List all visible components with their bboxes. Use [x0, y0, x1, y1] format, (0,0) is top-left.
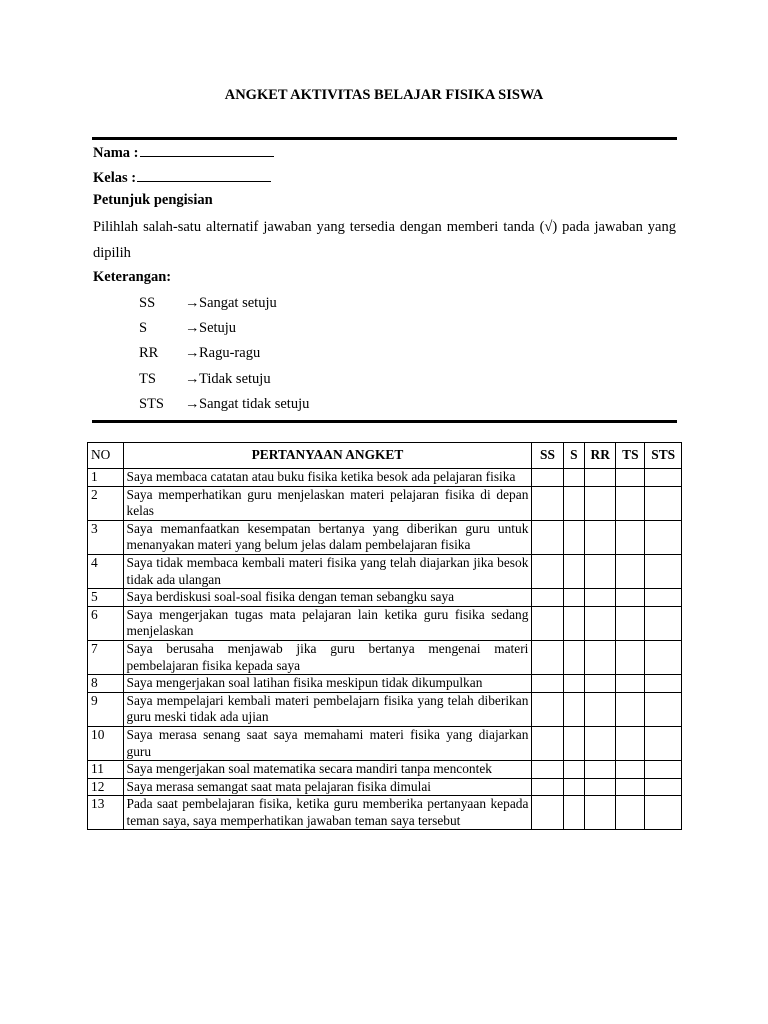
- answer-cell-s[interactable]: [563, 796, 585, 830]
- answer-cell-rr[interactable]: [585, 520, 616, 554]
- question-text: Saya mempelajari kembali materi pembelajarn fisika yang telah diberikan guru meski tidak ada ujian: [123, 692, 532, 726]
- answer-cell-sts[interactable]: [645, 486, 682, 520]
- legend-heading: Keterangan:: [93, 269, 172, 285]
- answer-cell-sts[interactable]: [645, 675, 682, 693]
- answer-cell-ts[interactable]: [616, 520, 645, 554]
- answer-cell-rr[interactable]: [585, 692, 616, 726]
- legend-code: SS: [139, 295, 156, 311]
- row-number: 4: [88, 554, 124, 588]
- answer-cell-ss[interactable]: [532, 640, 563, 674]
- header-s: S: [563, 443, 585, 469]
- answer-cell-ss[interactable]: [532, 520, 563, 554]
- legend-meaning: Setuju: [199, 320, 237, 336]
- answer-cell-sts[interactable]: [645, 640, 682, 674]
- row-number: 2: [88, 486, 124, 520]
- table-row: [88, 726, 682, 760]
- answer-cell-ss[interactable]: [532, 778, 563, 796]
- question-text: Saya mengerjakan tugas mata pelajaran lain ketika guru fisika sedang menjelaskan: [123, 606, 532, 640]
- table-row: [88, 675, 682, 693]
- answer-cell-sts[interactable]: [645, 778, 682, 796]
- instructions-heading: Petunjuk pengisian: [93, 192, 213, 208]
- table-row: [88, 778, 682, 796]
- legend-item: [139, 396, 309, 413]
- document-title: ANGKET AKTIVITAS BELAJAR FISIKA SISWA: [224, 87, 544, 103]
- answer-cell-s[interactable]: [563, 675, 585, 693]
- answer-cell-s[interactable]: [563, 761, 585, 779]
- answer-cell-rr[interactable]: [585, 606, 616, 640]
- question-text: Pada saat pembelajaran fisika, ketika guru memberika pertanyaan kepada teman saya, saya memperhatikan jawaban teman saya tersebut: [123, 796, 532, 830]
- row-number: 12: [88, 778, 124, 796]
- row-number: 6: [88, 606, 124, 640]
- kelas-row: [93, 167, 271, 187]
- legend-code: TS: [139, 371, 156, 387]
- table-row: [88, 486, 682, 520]
- nama-row: [93, 142, 274, 162]
- question-text: Saya berusaha menjawab jika guru bertanya mengenai materi pembelajaran fisika kepada saya: [123, 640, 532, 674]
- legend-item: [139, 371, 271, 388]
- answer-cell-ss[interactable]: [532, 726, 563, 760]
- table-header-row: [88, 443, 682, 469]
- answer-cell-ts[interactable]: [616, 486, 645, 520]
- legend-item: [139, 320, 236, 337]
- answer-cell-ss[interactable]: [532, 606, 563, 640]
- row-number: 13: [88, 796, 124, 830]
- table-row: [88, 554, 682, 588]
- nama-label: Nama :: [93, 145, 139, 161]
- answer-cell-s[interactable]: [563, 469, 585, 487]
- arrow-right-icon: →: [185, 320, 200, 336]
- header-ss: SS: [532, 443, 563, 469]
- answer-cell-ss[interactable]: [532, 554, 563, 588]
- question-text: Saya memperhatikan guru menjelaskan materi pelajaran fisika di depan kelas: [123, 486, 532, 520]
- row-number: 5: [88, 589, 124, 607]
- answer-cell-rr[interactable]: [585, 554, 616, 588]
- answer-cell-sts[interactable]: [645, 761, 682, 779]
- answer-cell-ts[interactable]: [616, 761, 645, 779]
- table-row: [88, 606, 682, 640]
- answer-cell-s[interactable]: [563, 486, 585, 520]
- answer-cell-s[interactable]: [563, 778, 585, 796]
- answer-cell-s[interactable]: [563, 640, 585, 674]
- arrow-right-icon: →: [185, 345, 200, 361]
- answer-cell-rr[interactable]: [585, 778, 616, 796]
- question-text: Saya merasa semangat saat mata pelajaran fisika dimulai: [123, 778, 532, 796]
- answer-cell-ts[interactable]: [616, 469, 645, 487]
- answer-cell-ss[interactable]: [532, 796, 563, 830]
- answer-cell-rr[interactable]: [585, 589, 616, 607]
- legend-meaning: Ragu-ragu: [199, 345, 261, 361]
- instructions-text: Pilihlah salah-satu alternatif jawaban yang tersedia dengan memberi tanda (√) pada jawaban yang dipilih: [93, 219, 676, 261]
- row-number: 11: [88, 761, 124, 779]
- top-rule: [92, 137, 677, 140]
- header-question: PERTANYAAN ANGKET: [123, 443, 532, 469]
- header-no: NO: [88, 443, 124, 469]
- answer-cell-s[interactable]: [563, 726, 585, 760]
- answer-cell-rr[interactable]: [585, 726, 616, 760]
- answer-cell-ss[interactable]: [532, 692, 563, 726]
- answer-cell-ts[interactable]: [616, 675, 645, 693]
- answer-cell-ts[interactable]: [616, 554, 645, 588]
- answer-cell-rr[interactable]: [585, 796, 616, 830]
- question-text: Saya merasa senang saat saya memahami materi fisika yang diajarkan guru: [123, 726, 532, 760]
- answer-cell-s[interactable]: [563, 520, 585, 554]
- answer-cell-sts[interactable]: [645, 554, 682, 588]
- answer-cell-s[interactable]: [563, 589, 585, 607]
- arrow-right-icon: →: [185, 371, 200, 387]
- answer-cell-rr[interactable]: [585, 469, 616, 487]
- table-row: [88, 692, 682, 726]
- nama-blank-field[interactable]: [140, 142, 274, 157]
- question-text: Saya membaca catatan atau buku fisika ketika besok ada pelajaran fisika: [123, 469, 532, 487]
- legend-meaning: Sangat setuju: [199, 295, 277, 311]
- answer-cell-ts[interactable]: [616, 778, 645, 796]
- answer-cell-rr[interactable]: [585, 675, 616, 693]
- row-number: 3: [88, 520, 124, 554]
- answer-cell-ss[interactable]: [532, 761, 563, 779]
- arrow-right-icon: →: [185, 396, 200, 412]
- table-row: [88, 520, 682, 554]
- legend-meaning: Tidak setuju: [199, 371, 271, 387]
- answer-cell-sts[interactable]: [645, 726, 682, 760]
- answer-cell-ss[interactable]: [532, 589, 563, 607]
- answer-cell-rr[interactable]: [585, 761, 616, 779]
- table-row: [88, 761, 682, 779]
- answer-cell-s[interactable]: [563, 606, 585, 640]
- answer-cell-s[interactable]: [563, 554, 585, 588]
- question-text: Saya berdiskusi soal-soal fisika dengan teman sebangku saya: [123, 589, 532, 607]
- answer-cell-ts[interactable]: [616, 796, 645, 830]
- header-ts: TS: [616, 443, 645, 469]
- answer-cell-ss[interactable]: [532, 486, 563, 520]
- answer-cell-rr[interactable]: [585, 486, 616, 520]
- answer-cell-ts[interactable]: [616, 640, 645, 674]
- arrow-right-icon: →: [185, 295, 200, 311]
- answer-cell-sts[interactable]: [645, 692, 682, 726]
- answer-cell-ts[interactable]: [616, 692, 645, 726]
- legend-item: [139, 295, 277, 312]
- row-number: 8: [88, 675, 124, 693]
- answer-cell-sts[interactable]: [645, 469, 682, 487]
- question-text: Saya mengerjakan soal matematika secara mandiri tanpa mencontek: [123, 761, 532, 779]
- question-text: Saya memanfaatkan kesempatan bertanya yang diberikan guru untuk menanyakan materi yang belum jelas dalam pembelajaran fisika: [123, 520, 532, 554]
- row-number: 10: [88, 726, 124, 760]
- header-rr: RR: [585, 443, 616, 469]
- header-sts: STS: [645, 443, 682, 469]
- table-row: [88, 589, 682, 607]
- answer-cell-sts[interactable]: [645, 520, 682, 554]
- legend-code: STS: [139, 396, 164, 412]
- kelas-blank-field[interactable]: [137, 167, 271, 182]
- table-row: [88, 469, 682, 487]
- answer-cell-ss[interactable]: [532, 675, 563, 693]
- answer-cell-ss[interactable]: [532, 469, 563, 487]
- answer-cell-ts[interactable]: [616, 726, 645, 760]
- answer-cell-sts[interactable]: [645, 589, 682, 607]
- question-text: Saya mengerjakan soal latihan fisika meskipun tidak dikumpulkan: [123, 675, 532, 693]
- legend-code: S: [139, 320, 148, 336]
- question-text: Saya tidak membaca kembali materi fisika yang telah diajarkan jika besok tidak ada ulangan: [123, 554, 532, 588]
- questionnaire-table: [87, 442, 682, 830]
- kelas-label: Kelas :: [93, 170, 137, 186]
- bottom-rule: [92, 420, 677, 423]
- answer-cell-sts[interactable]: [645, 796, 682, 830]
- row-number: 9: [88, 692, 124, 726]
- legend-item: [139, 345, 260, 362]
- answer-cell-rr[interactable]: [585, 640, 616, 674]
- legend-meaning: Sangat tidak setuju: [199, 396, 310, 412]
- row-number: 1: [88, 469, 124, 487]
- row-number: 7: [88, 640, 124, 674]
- answer-cell-s[interactable]: [563, 692, 585, 726]
- table-row: [88, 796, 682, 830]
- legend-code: RR: [139, 345, 159, 361]
- answer-cell-ts[interactable]: [616, 589, 645, 607]
- answer-cell-ts[interactable]: [616, 606, 645, 640]
- table-row: [88, 640, 682, 674]
- answer-cell-sts[interactable]: [645, 606, 682, 640]
